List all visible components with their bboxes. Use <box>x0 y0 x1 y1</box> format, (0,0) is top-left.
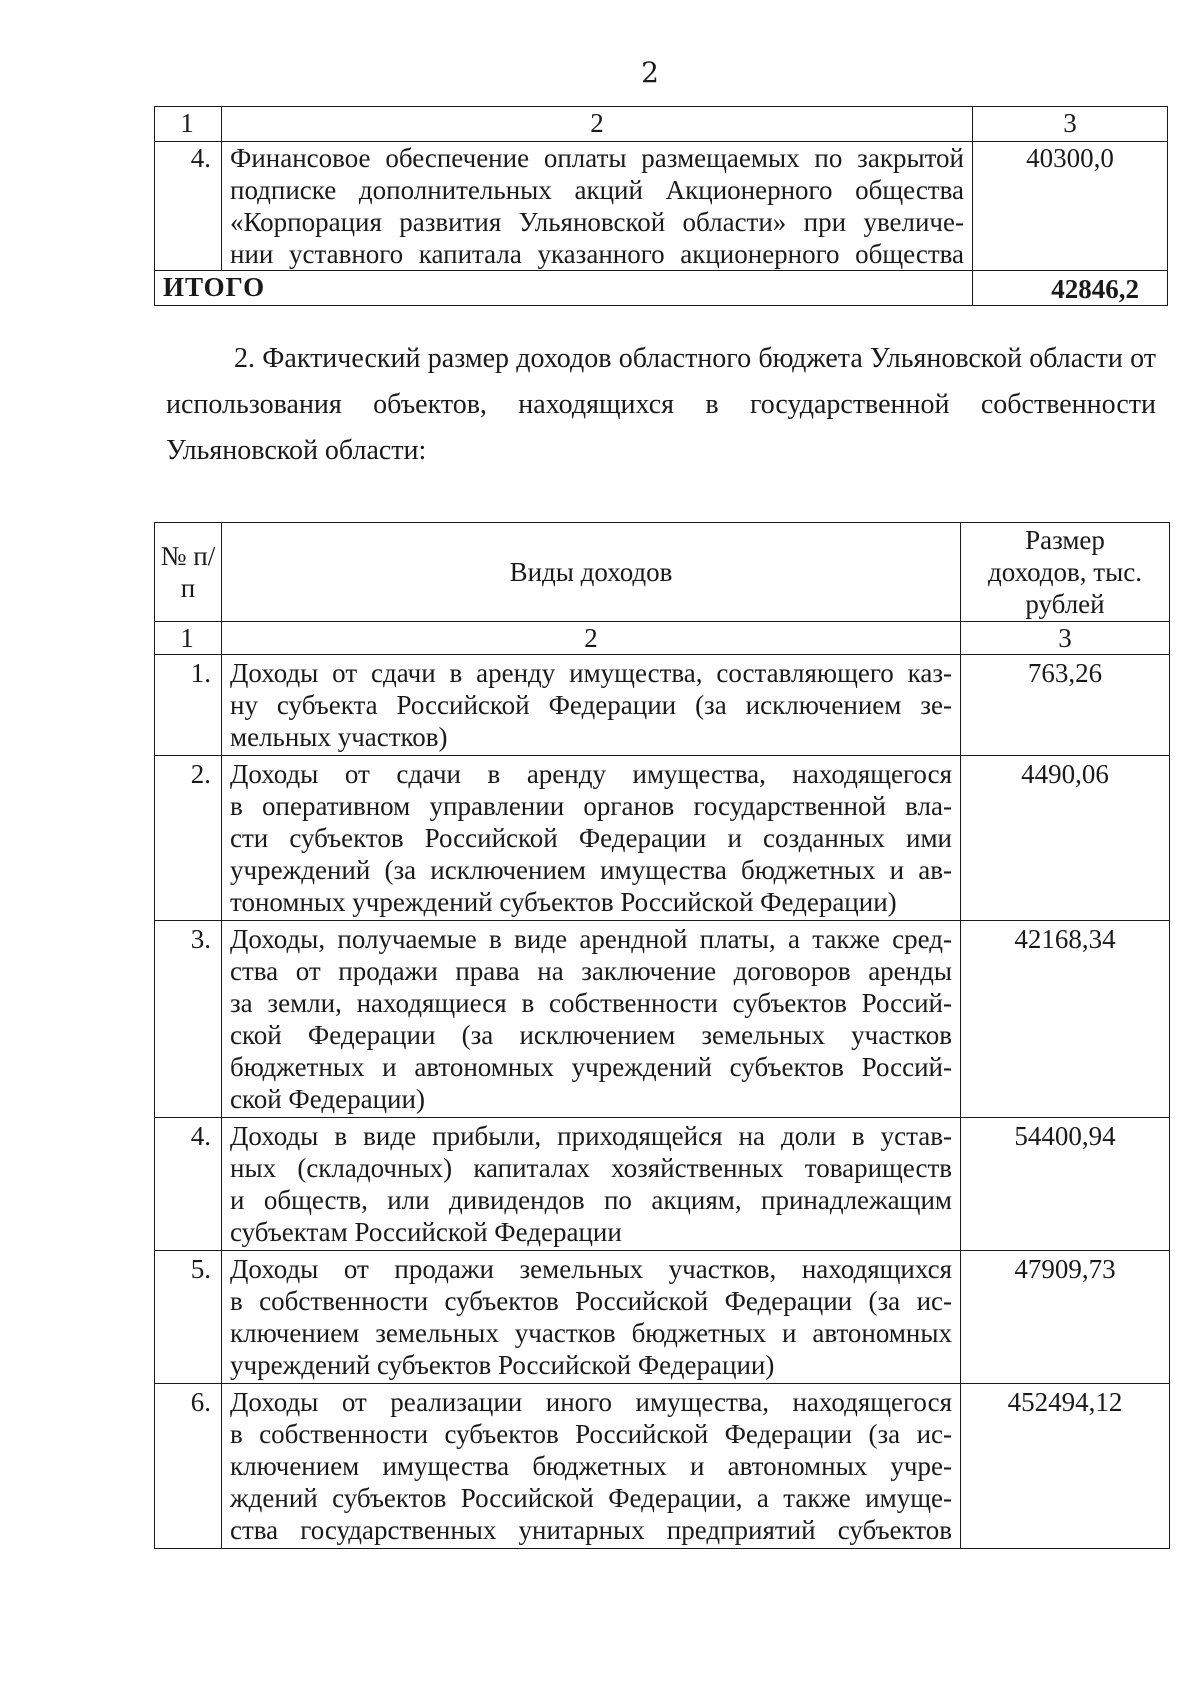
header-number: № п/п <box>155 523 222 622</box>
row-value: 763,26 <box>961 655 1170 756</box>
row-value: 47909,73 <box>961 1251 1170 1384</box>
row-value: 54400,94 <box>961 1118 1170 1251</box>
description-line: ных (складочных) капиталах хозяйственных товариществ <box>230 1153 952 1183</box>
row-value: 4490,06 <box>961 756 1170 921</box>
row-number: 5. <box>155 1251 222 1384</box>
table-row <box>155 1118 1170 1251</box>
row-description <box>222 1384 961 1549</box>
table-header-row <box>155 523 1170 622</box>
description-line: нии уставного капитала указанного акционерного общества <box>230 239 964 269</box>
row-description <box>222 756 961 921</box>
description-line: Доходы в виде прибыли, приходящейся на доли в устав- <box>230 1121 952 1151</box>
page-number: 2 <box>641 56 659 89</box>
total-row <box>155 271 1168 306</box>
description-line: Доходы, получаемые в виде арендной платы, а также сред- <box>230 924 952 954</box>
description-line: ждений субъектов Российской Федерации, а также имуще- <box>230 1483 952 1513</box>
table-row <box>155 921 1170 1118</box>
description-line: Доходы от сдачи в аренду имущества, составляющего каз- <box>230 658 952 688</box>
header-value: Размер доходов, тыс. рублей <box>961 523 1170 622</box>
description-line: мельных участков) <box>230 722 448 752</box>
description-line: Доходы от продажи земельных участков, находящихся <box>230 1254 952 1284</box>
row-number: 1. <box>155 655 222 756</box>
index-cell: 1 <box>155 622 222 655</box>
row-value: 42168,34 <box>961 921 1170 1118</box>
index-cell: 2 <box>222 107 973 142</box>
row-description <box>222 921 961 1118</box>
index-cell: 3 <box>961 622 1170 655</box>
paragraph-income-intro: 2. Фактический размер доходов областного бюджета Ульяновской области от использования объектов, находящихся в государственной собственности Ульяновской области: <box>166 343 1156 466</box>
table-row <box>155 142 1168 271</box>
table-index-row <box>155 622 1170 655</box>
header-kind: Виды доходов <box>222 523 961 622</box>
row-description <box>222 1118 961 1251</box>
row-description <box>222 655 961 756</box>
description-line: бюджетных и автономных учреждений субъектов Россий- <box>230 1052 952 1082</box>
table-row <box>155 1251 1170 1384</box>
description-line: ства от продажи права на заключение договоров аренды <box>230 956 952 986</box>
row-number: 3. <box>155 921 222 1118</box>
description-line: Доходы от сдачи в аренду имущества, находящегося <box>230 759 952 789</box>
table-row <box>155 756 1170 921</box>
row-description <box>222 142 973 271</box>
description-line: ства государственных унитарных предприятий субъектов <box>230 1515 952 1545</box>
continuation-table <box>154 106 1168 306</box>
description-line: тономных учреждений субъектов Российской Федерации) <box>230 887 897 917</box>
table-row <box>155 655 1170 756</box>
total-label: ИТОГО <box>155 271 973 306</box>
index-cell: 2 <box>222 622 961 655</box>
description-line: Финансовое обеспечение оплаты размещаемых по закрытой <box>230 143 964 173</box>
description-line: в собственности субъектов Российской Федерации (за ис- <box>230 1419 952 1449</box>
row-number: 6. <box>155 1384 222 1549</box>
description-line: сти субъектов Российской Федерации и созданных ими <box>230 823 952 853</box>
description-line: ской Федерации) <box>230 1084 425 1114</box>
description-line: ключением земельных участков бюджетных и автономных <box>230 1318 952 1348</box>
income-table <box>154 522 1170 1549</box>
description-line: субъектам Российской Федерации <box>230 1217 622 1247</box>
description-line: «Корпорация развития Ульяновской области» при увеличе- <box>230 207 964 237</box>
table-row <box>155 1384 1170 1549</box>
description-line: Доходы от реализации иного имущества, находящегося <box>230 1387 952 1417</box>
description-line: в собственности субъектов Российской Федерации (за ис- <box>230 1286 952 1316</box>
row-description <box>222 1251 961 1384</box>
row-number: 4. <box>155 1118 222 1251</box>
description-line: и обществ, или дивидендов по акциям, принадлежащим <box>230 1185 952 1215</box>
row-value: 452494,12 <box>961 1384 1170 1549</box>
description-line: в оперативном управлении органов государственной вла- <box>230 791 952 821</box>
index-cell: 1 <box>155 107 222 142</box>
description-line: подписке дополнительных акций Акционерного общества <box>230 175 964 205</box>
description-line: учреждений (за исключением имущества бюджетных и ав- <box>230 855 952 885</box>
row-number: 4. <box>155 142 222 271</box>
row-number: 2. <box>155 756 222 921</box>
description-line: ключением имущества бюджетных и автономных учре- <box>230 1451 952 1481</box>
total-value: 42846,2 <box>973 271 1168 306</box>
description-line: за земли, находящиеся в собственности субъектов Россий- <box>230 988 952 1018</box>
description-line: ну субъекта Российской Федерации (за исключением зе- <box>230 690 952 720</box>
row-value: 40300,0 <box>973 142 1168 271</box>
description-line: ской Федерации (за исключением земельных участков <box>230 1020 952 1050</box>
index-cell: 3 <box>973 107 1168 142</box>
description-line: учреждений субъектов Российской Федерации) <box>230 1350 775 1380</box>
table-index-row <box>155 107 1168 142</box>
